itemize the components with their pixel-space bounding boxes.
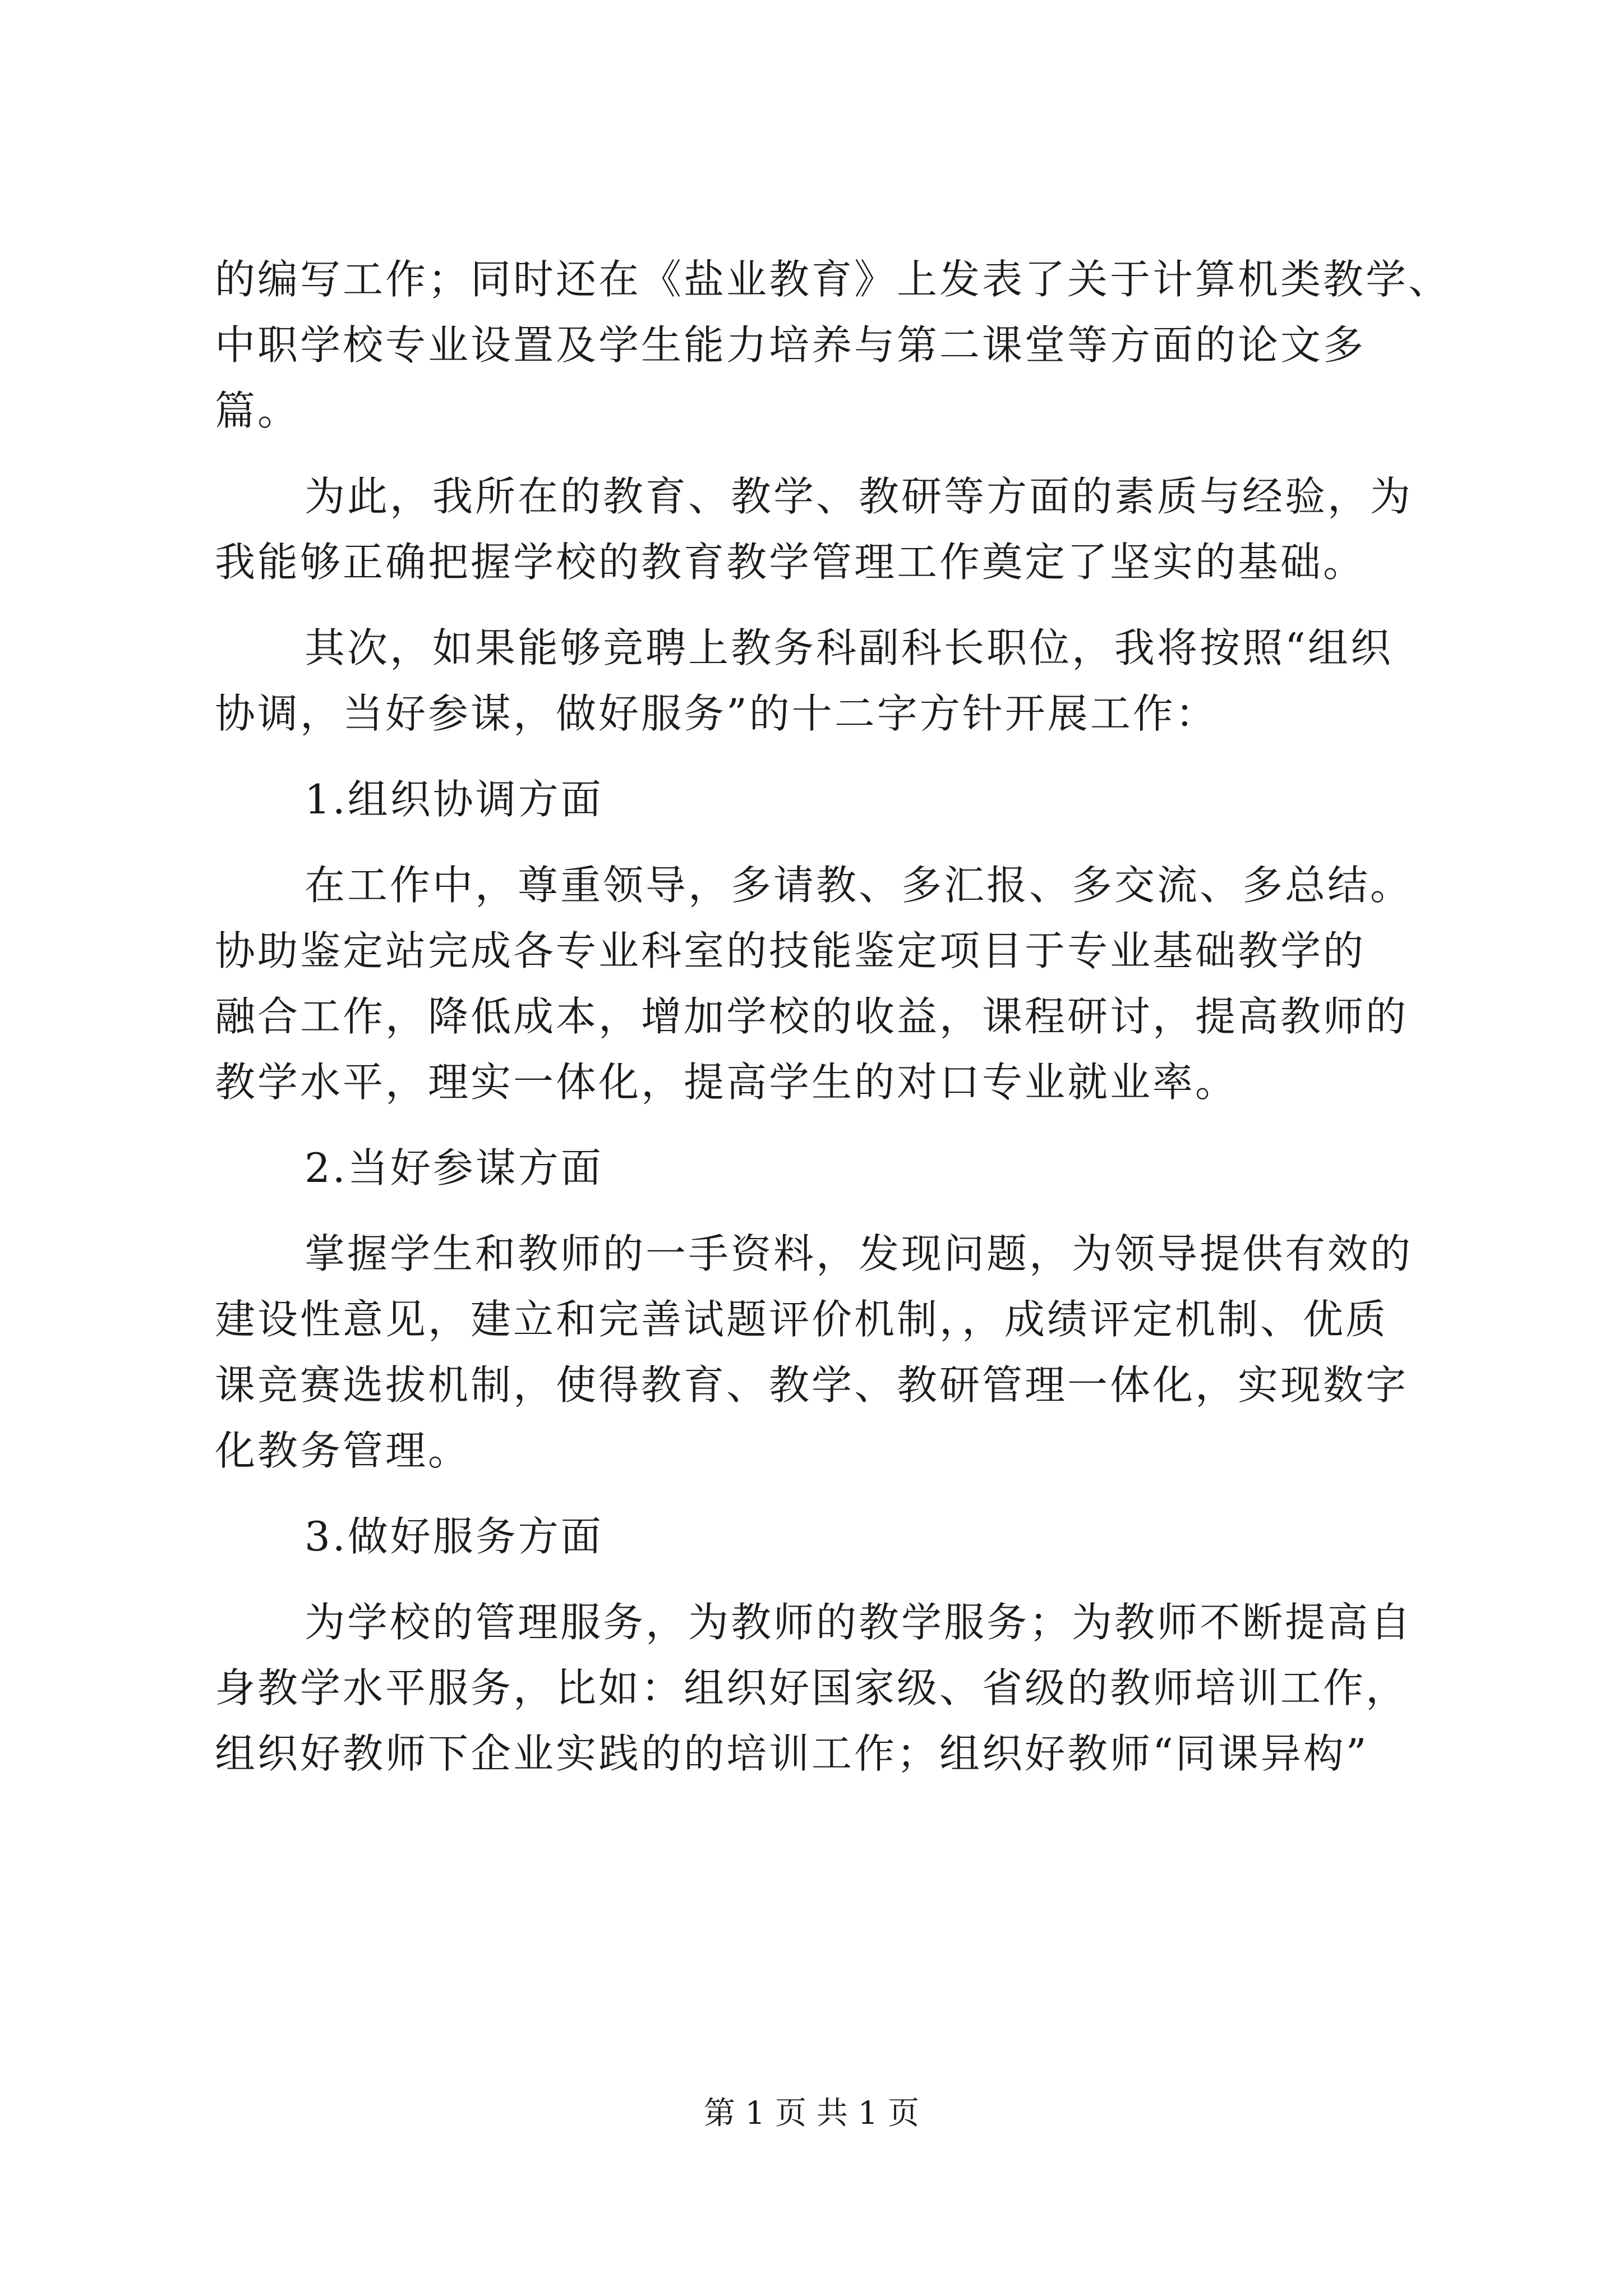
section-heading: 2.当好参谋方面 bbox=[305, 1144, 603, 1191]
text-line: 中职学校专业设置及学生能力培养与第二课堂等方面的论文多 bbox=[215, 321, 1366, 369]
text-line: 教学水平，理实一体化，提高学生的对口专业就业率。 bbox=[215, 1059, 1238, 1106]
text-line: 组织好教师下企业实践的的培训工作；组织好教师“同课异构” bbox=[215, 1730, 1369, 1777]
text-line: 课竞赛选拔机制，使得教育、教学、教研管理一体化，实现数字 bbox=[215, 1361, 1409, 1409]
text-line: 篇。 bbox=[215, 387, 301, 434]
text-line: 化教务管理。 bbox=[215, 1427, 471, 1474]
text-line: 协助鉴定站完成各专业科室的技能鉴定项目于专业基础教学的 bbox=[215, 927, 1366, 974]
text-line: 融合工作，降低成本，增加学校的收益，课程研讨，提高教师的 bbox=[215, 993, 1409, 1040]
text-line: 的编写工作；同时还在《盐业教育》上发表了关于计算机类教学、 bbox=[215, 256, 1451, 303]
paragraph-line: 为此，我所在的教育、教学、教研等方面的素质与经验，为 bbox=[305, 473, 1413, 520]
text-line: 协调，当好参谋，做好服务”的十二字方针开展工作： bbox=[215, 690, 1218, 737]
paragraph-line: 在工作中，尊重领导，多请教、多汇报、多交流、多总结。 bbox=[305, 862, 1413, 909]
text-line: 身教学水平服务，比如：组织好国家级、省级的教师培训工作， bbox=[215, 1664, 1409, 1711]
page-footer: 第 1 页 共 1 页 bbox=[703, 2095, 920, 2132]
paragraph-line: 为学校的管理服务，为教师的教学服务；为教师不断提高自 bbox=[305, 1599, 1413, 1646]
section-heading: 3.做好服务方面 bbox=[305, 1513, 603, 1560]
text-line: 我能够正确把握学校的教育教学管理工作奠定了坚实的基础。 bbox=[215, 539, 1366, 586]
paragraph-line: 其次，如果能够竞聘上教务科副科长职位，我将按照“组织 bbox=[305, 624, 1393, 671]
section-heading: 1.组织协调方面 bbox=[305, 776, 603, 823]
text-line: 建设性意见，建立和完善试题评价机制，，成绩评定机制、优质 bbox=[215, 1296, 1389, 1343]
document-body bbox=[215, 247, 1451, 1787]
paragraph-line: 掌握学生和教师的一手资料，发现问题，为领导提供有效的 bbox=[305, 1230, 1413, 1277]
